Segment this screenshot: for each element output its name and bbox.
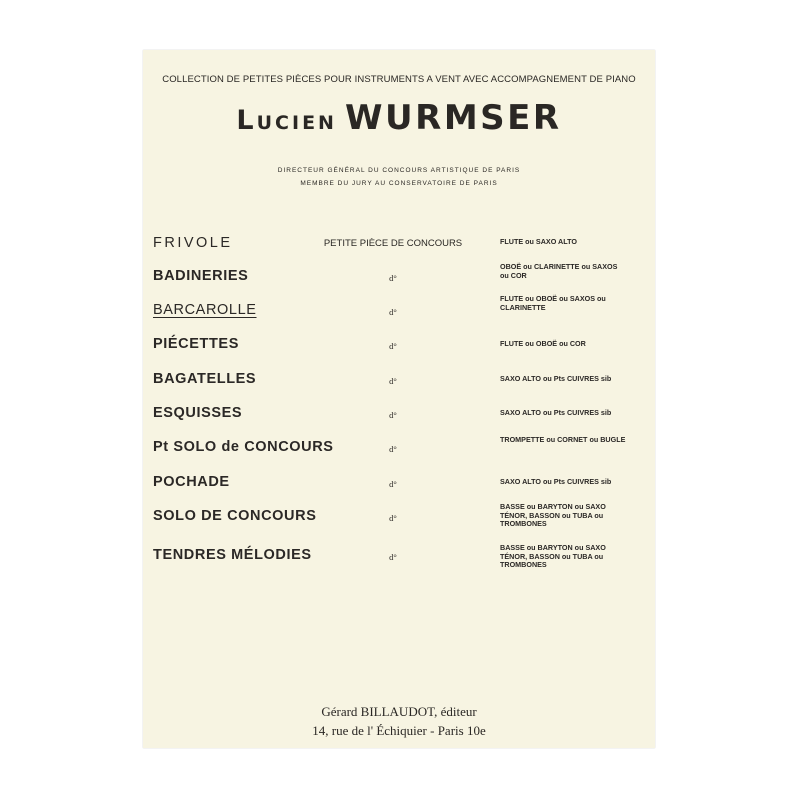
piece-title: BADINERIES bbox=[153, 268, 249, 284]
piece-instruments: SAXO ALTO ou Pts CUIVRES sib bbox=[500, 374, 612, 383]
piece-title: TENDRES MÉLODIES bbox=[153, 547, 312, 563]
piece-kind: d° bbox=[389, 273, 397, 283]
piece-instruments: TROMPETTE ou CORNET ou BUGLE bbox=[500, 435, 626, 444]
piece-title: SOLO DE CONCOURS bbox=[153, 508, 317, 524]
publisher-name: Gérard BILLAUDOT, éditeur bbox=[321, 704, 477, 719]
piece-title: POCHADE bbox=[153, 474, 230, 490]
score-cover-sheet bbox=[143, 50, 655, 748]
piece-instruments: FLUTE ou OBOË ou COR bbox=[500, 339, 586, 348]
collection-heading: COLLECTION DE PETITES PIÈCES POUR INSTRUMENTS A VENT AVEC ACCOMPAGNEMENT DE PIANO bbox=[162, 74, 636, 85]
piece-kind: d° bbox=[389, 444, 397, 454]
piece-instruments: OBOË ou CLARINETTE ou SAXOS ou COR bbox=[500, 262, 618, 280]
piece-kind: d° bbox=[389, 307, 397, 317]
piece-kind: d° bbox=[389, 479, 397, 489]
piece-instruments: BASSE ou BARYTON ou SAXO TÉNOR, BASSON ou TUBA ou TROMBONES bbox=[500, 543, 606, 569]
piece-instruments: FLUTE ou OBOË ou SAXOS ou CLARINETTE bbox=[500, 294, 606, 312]
publisher-address: 14, rue de l' Échiquier - Paris 10e bbox=[312, 723, 486, 738]
piece-kind: d° bbox=[389, 513, 397, 523]
piece-kind: d° bbox=[389, 376, 397, 386]
piece-kind: PETITE PIÈCE DE CONCOURS bbox=[323, 238, 463, 249]
piece-title: Pt SOLO de CONCOURS bbox=[153, 439, 334, 455]
composer-first-name: Lucien bbox=[236, 105, 337, 136]
piece-title: BAGATELLES bbox=[153, 371, 257, 387]
piece-instruments: SAXO ALTO ou Pts CUIVRES sib bbox=[500, 408, 612, 417]
piece-title: ESQUISSES bbox=[153, 405, 243, 421]
composer-title-2: MEMBRE DU JURY AU CONSERVATOIRE DE PARIS bbox=[300, 180, 498, 187]
piece-kind: d° bbox=[389, 341, 397, 351]
composer-last-name: WURMSER bbox=[345, 98, 562, 138]
piece-instruments: BASSE ou BARYTON ou SAXO TÉNOR, BASSON ou TUBA ou TROMBONES bbox=[500, 502, 606, 528]
piece-title: BARCAROLLE bbox=[153, 302, 257, 318]
piece-title: PIÉCETTES bbox=[153, 336, 239, 352]
piece-title: FRIVOLE bbox=[153, 235, 233, 251]
piece-instruments: SAXO ALTO ou Pts CUIVRES sib bbox=[500, 477, 612, 486]
piece-kind: d° bbox=[389, 410, 397, 420]
composer-title-1: DIRECTEUR GÉNÉRAL DU CONCOURS ARTISTIQUE DE PARIS bbox=[277, 167, 521, 174]
piece-kind: d° bbox=[389, 552, 397, 562]
piece-instruments: FLUTE ou SAXO ALTO bbox=[500, 237, 577, 246]
composer-name bbox=[143, 98, 655, 138]
